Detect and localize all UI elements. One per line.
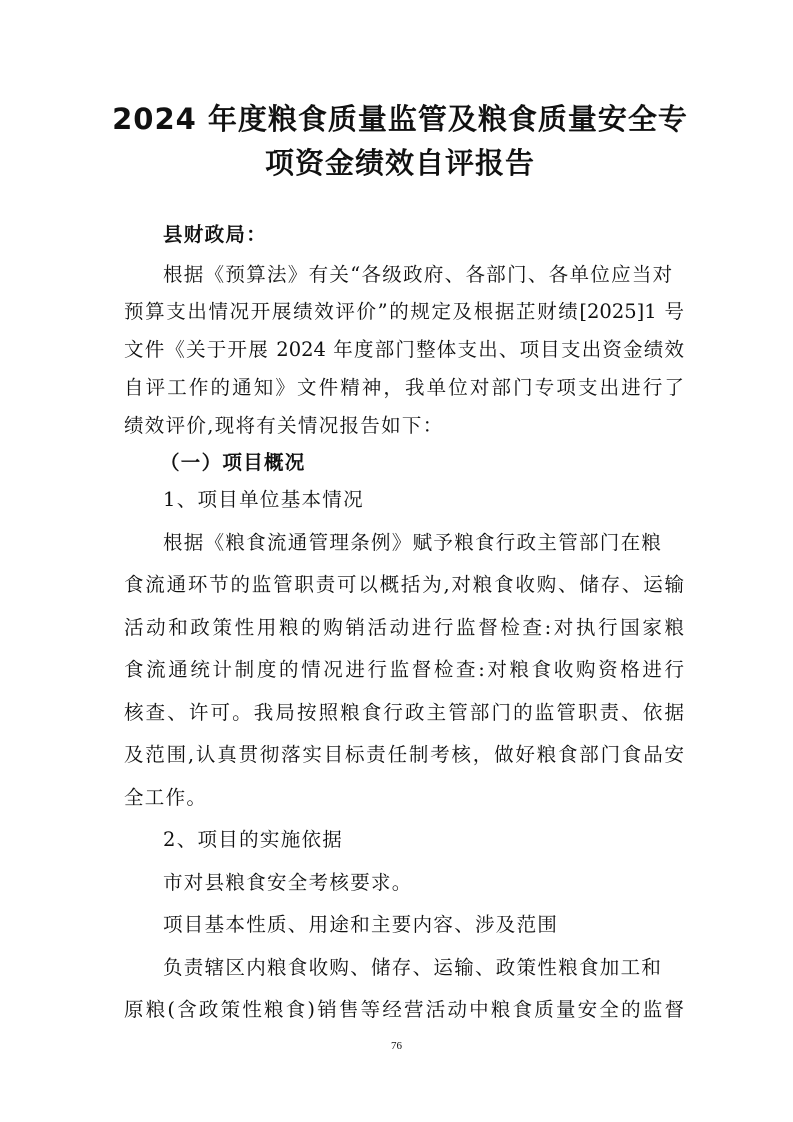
section-heading: （一）项目概况 [160, 451, 306, 474]
paragraph-line: 活动和政策性用粮的购销活动进行监督检查:对执行国家粮 [124, 616, 684, 639]
paragraph-line: 及范围,认真贯彻落实目标责任制考核，做好粮食部门食品安 [124, 743, 684, 766]
paragraph-line: 食流通环节的监管职责可以概括为,对粮食收购、储存、运输 [124, 573, 684, 596]
paragraph-line: 根据《粮食流通管理条例》赋予粮食行政主管部门在粮 [163, 531, 663, 554]
subsection-heading: 1、项目单位基本情况 [163, 488, 364, 511]
paragraph-line: 文件《关于开展 2024 年度部门整体支出、项目支出资金绩效 [124, 338, 684, 361]
paragraph-line: 绩效评价,现将有关情况报告如下： [124, 414, 444, 437]
paragraph-line: 原粮(含政策性粮食)销售等经营活动中粮食质量安全的监督 [124, 998, 684, 1021]
paragraph-line: 全工作。 [124, 786, 208, 809]
salutation: 县财政局： [163, 223, 268, 246]
paragraph-line: 市对县粮食安全考核要求。 [163, 871, 413, 894]
paragraph-line: 预算支出情况开展绩效评价”的规定及根据芷财绩[2025]1 号 [124, 300, 684, 323]
paragraph-line: 负责辖区内粮食收购、储存、运输、政策性粮食加工和 [163, 956, 663, 979]
paragraph-line: 核查、许可。我局按照粮食行政主管部门的监管职责、依据 [124, 701, 684, 724]
page-number: 76 [391, 1040, 402, 1052]
paragraph-line: 根据《预算法》有关“各级政府、各部门、各单位应当对 [163, 263, 674, 286]
subsection-heading: 2、项目的实施依据 [163, 828, 344, 851]
document-title-line-1: 2024 年度粮食质量监管及粮食质量安全专 [112, 102, 688, 136]
paragraph-line: 项目基本性质、用途和主要内容、涉及范围 [163, 913, 559, 936]
paragraph-line: 自评工作的通知》文件精神，我单位对部门专项支出进行了 [124, 376, 684, 399]
document-title-line-2: 项资金绩效自评报告 [264, 146, 535, 180]
paragraph-line: 食流通统计制度的情况进行监督检查:对粮食收购资格进行 [124, 658, 684, 681]
